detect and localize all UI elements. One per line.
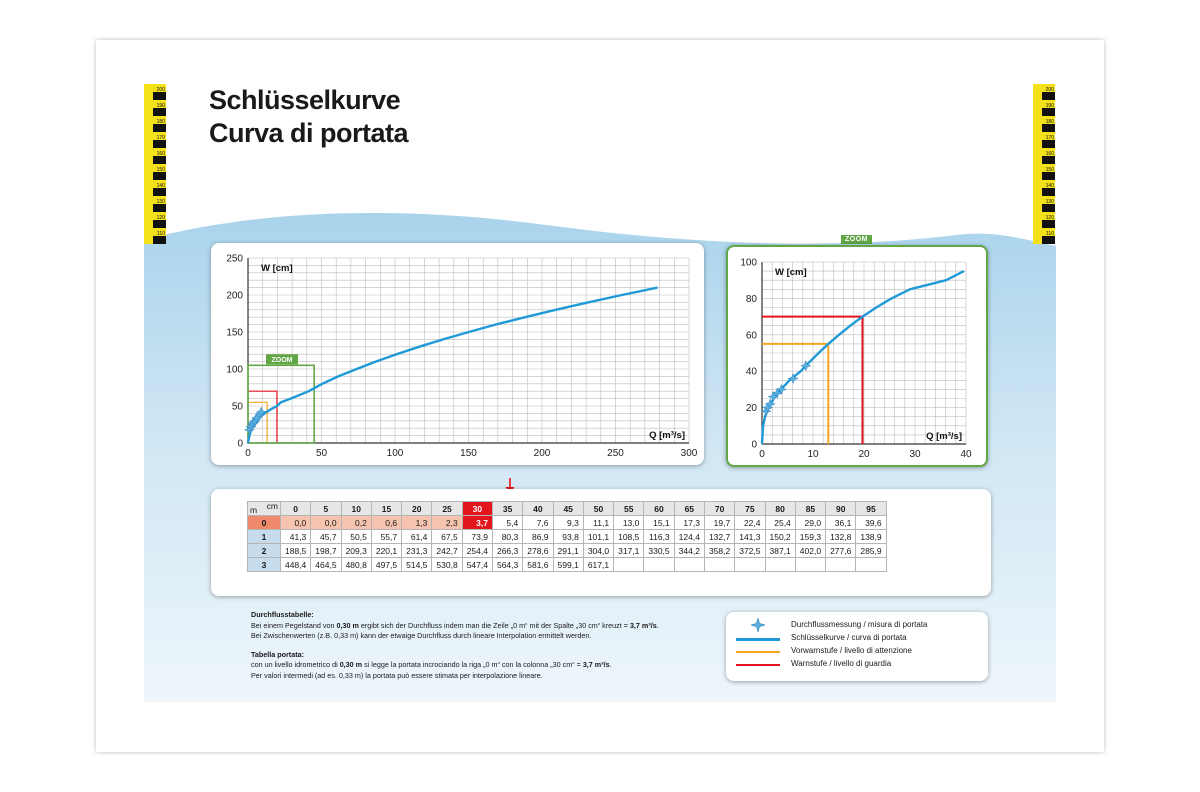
table-cell: 25,4 xyxy=(765,516,795,530)
note-de-heading: Durchflusstabelle: xyxy=(251,610,314,619)
column-header: 40 xyxy=(523,502,553,516)
table-cell: 93,8 xyxy=(553,530,583,544)
y-tick-label: 20 xyxy=(745,403,757,415)
gauge-label: 140 xyxy=(156,183,165,189)
corner-m-label: m xyxy=(250,505,258,515)
table-cell xyxy=(826,558,856,572)
table-cell: 581,6 xyxy=(523,558,553,572)
note-de-line2: Bei Zwischenwerten (z.B. 0,33 m) kann der etwaige Durchfluss durch lineare Interpolation ermittelt werden. xyxy=(251,631,592,640)
gauge-label: 150 xyxy=(156,167,165,173)
table-cell: 67,5 xyxy=(432,530,462,544)
table-cell: 132,8 xyxy=(826,530,856,544)
discharge-table-panel xyxy=(211,489,991,596)
x-axis-label: Q [m³/s] xyxy=(649,430,685,441)
legend-guard-line xyxy=(736,664,780,666)
table-header-row xyxy=(248,502,887,516)
gauge-scale xyxy=(1033,84,1055,244)
title-italian: Curva di portata xyxy=(209,118,409,148)
table-cell: 358,2 xyxy=(704,544,734,558)
column-header: 5 xyxy=(311,502,341,516)
table-cell: 138,9 xyxy=(856,530,886,544)
table-cell xyxy=(856,558,886,572)
table-row xyxy=(248,516,887,530)
table-cell: 13,0 xyxy=(614,516,644,530)
table-cell: 530,8 xyxy=(432,558,462,572)
table-cell xyxy=(674,558,704,572)
row-header: 1 xyxy=(248,530,281,544)
gauge-label: 180 xyxy=(1045,119,1054,125)
x-axis-label: Q [m³/s] xyxy=(926,431,962,442)
y-tick-label: 50 xyxy=(231,401,243,413)
gauge-label: 180 xyxy=(156,119,165,125)
table-cell: 141,3 xyxy=(735,530,765,544)
table-corner xyxy=(248,502,281,516)
table-cell: 497,5 xyxy=(371,558,401,572)
table-cell: 61,4 xyxy=(402,530,432,544)
column-header: 10 xyxy=(341,502,371,516)
table-cell: 86,9 xyxy=(523,530,553,544)
x-tick-label: 200 xyxy=(533,448,551,459)
table-cell: 599,1 xyxy=(553,558,583,572)
column-header: 90 xyxy=(826,502,856,516)
y-axis-label: W [cm] xyxy=(775,267,807,278)
discharge-table xyxy=(247,501,887,572)
table-cell: 7,6 xyxy=(523,516,553,530)
gauge-label: 160 xyxy=(1045,151,1054,157)
x-tick-label: 50 xyxy=(315,448,328,459)
gauge-band xyxy=(144,156,153,164)
table-row xyxy=(248,544,887,558)
y-tick-label: 150 xyxy=(226,327,243,339)
gauge-band xyxy=(1033,156,1042,164)
column-header: 50 xyxy=(583,502,613,516)
gauge-band xyxy=(144,140,153,148)
x-tick-label: 10 xyxy=(807,449,819,460)
table-cell xyxy=(765,558,795,572)
gauge-band xyxy=(144,172,153,180)
table-cell: 254,4 xyxy=(462,544,492,558)
y-axis-label: W [cm] xyxy=(261,263,293,274)
table-cell: 3,7 xyxy=(462,516,492,530)
gauge-band xyxy=(144,188,153,196)
gauge-band xyxy=(1033,220,1042,228)
table-cell: 278,6 xyxy=(523,544,553,558)
table-cell: 73,9 xyxy=(462,530,492,544)
x-tick-label: 150 xyxy=(460,448,477,459)
table-cell: 344,2 xyxy=(674,544,704,558)
y-tick-label: 100 xyxy=(226,364,243,376)
gauge-band xyxy=(1033,204,1042,212)
table-cell: 242,7 xyxy=(432,544,462,558)
zoom-region xyxy=(248,365,314,443)
zoom-chart xyxy=(728,247,986,465)
table-row xyxy=(248,530,887,544)
gauge-band xyxy=(1033,92,1042,100)
gauge-band xyxy=(1033,140,1042,148)
gauge-band xyxy=(144,236,153,244)
note-it-line2: Per valori intermedi (ad es. 0,33 m) la portata può essere stimata per interpolazione lineare. xyxy=(251,670,543,680)
note-it-line1: con un livello idrometrico di 0,30 m si legge la portata incrociando la riga „0 m“ con la colonna „30 cm“ = 3,7 m³/s. xyxy=(251,660,612,669)
measurement-star-icon xyxy=(751,618,765,632)
gauge-label: 120 xyxy=(1045,215,1054,221)
table-cell: 124,4 xyxy=(674,530,704,544)
table-cell: 387,1 xyxy=(765,544,795,558)
row-header: 3 xyxy=(248,558,281,572)
title-german: Schlüsselkurve xyxy=(209,85,401,115)
table-cell: 36,1 xyxy=(826,516,856,530)
y-tick-label: 200 xyxy=(226,290,243,302)
note-de-line1: Bei einem Pegelstand von 0,30 m ergibt sich der Durchfluss indem man die Zeile „0 m“ mit der Spalte „30 cm“ kreuzt = 3,7 m³/s. xyxy=(251,620,659,630)
column-header: 25 xyxy=(432,502,462,516)
x-tick-label: 100 xyxy=(386,448,404,459)
table-cell: 132,7 xyxy=(704,530,734,544)
notes xyxy=(251,610,721,681)
table-cell: 448,4 xyxy=(281,558,311,572)
gauge-label: 190 xyxy=(156,103,165,109)
table-cell: 9,3 xyxy=(553,516,583,530)
table-cell: 39,6 xyxy=(856,516,886,530)
gauge-staff-right xyxy=(1033,84,1055,244)
table-cell: 0,0 xyxy=(281,516,311,530)
x-tick-label: 40 xyxy=(960,449,972,460)
y-tick-label: 60 xyxy=(745,330,757,342)
gauge-band xyxy=(1033,124,1042,132)
table-cell: 547,4 xyxy=(462,558,492,572)
table-cell: 304,0 xyxy=(583,544,613,558)
table-cell: 220,1 xyxy=(371,544,401,558)
gauge-label: 150 xyxy=(1045,167,1054,173)
zoom-tag-small-chart: ZOOM xyxy=(841,235,872,244)
table-cell: 291,1 xyxy=(553,544,583,558)
gauge-band xyxy=(1033,108,1042,116)
table-cell: 617,1 xyxy=(583,558,613,572)
table-cell: 0,6 xyxy=(371,516,401,530)
gauge-band xyxy=(144,124,153,132)
x-tick-label: 300 xyxy=(680,448,698,459)
column-header: 65 xyxy=(674,502,704,516)
table-cell: 55,7 xyxy=(371,530,401,544)
table-cell: 2,3 xyxy=(432,516,462,530)
gauge-label: 140 xyxy=(1045,183,1054,189)
gauge-label: 130 xyxy=(156,199,165,205)
corner-cm-label: cm xyxy=(266,501,278,511)
table-cell: 5,4 xyxy=(492,516,522,530)
y-tick-label: 0 xyxy=(751,439,757,451)
column-header: 55 xyxy=(614,502,644,516)
column-header: 45 xyxy=(553,502,583,516)
table-cell: 285,9 xyxy=(856,544,886,558)
table-cell: 231,3 xyxy=(402,544,432,558)
table-cell: 22,4 xyxy=(735,516,765,530)
table-cell: 372,5 xyxy=(735,544,765,558)
table-cell: 15,1 xyxy=(644,516,674,530)
table-cell: 0,0 xyxy=(311,516,341,530)
column-header: 35 xyxy=(492,502,522,516)
y-tick-label: 0 xyxy=(237,438,243,450)
table-cell: 266,3 xyxy=(492,544,522,558)
main-chart-panel xyxy=(211,243,704,465)
zoom-tag-label: ZOOM xyxy=(271,356,293,364)
gauge-label: 110 xyxy=(157,231,165,237)
table-cell: 45,7 xyxy=(311,530,341,544)
table-cell xyxy=(644,558,674,572)
table-cell: 480,8 xyxy=(341,558,371,572)
column-header: 75 xyxy=(735,502,765,516)
table-cell: 41,3 xyxy=(281,530,311,544)
x-tick-label: 0 xyxy=(759,449,765,460)
column-header: 80 xyxy=(765,502,795,516)
table-cell: 11,1 xyxy=(583,516,613,530)
column-header: 20 xyxy=(402,502,432,516)
gauge-label: 110 xyxy=(1046,231,1054,237)
zoom-chart-panel xyxy=(726,245,988,467)
gauge-label: 170 xyxy=(1045,135,1054,141)
gauge-band xyxy=(144,220,153,228)
x-tick-label: 250 xyxy=(607,448,624,459)
column-header: 60 xyxy=(644,502,674,516)
y-tick-label: 40 xyxy=(745,366,757,378)
table-cell: 514,5 xyxy=(402,558,432,572)
table-cell: 188,5 xyxy=(281,544,311,558)
table-cell: 19,7 xyxy=(704,516,734,530)
gauge-label: 170 xyxy=(156,135,165,141)
column-header: 95 xyxy=(856,502,886,516)
gauge-band xyxy=(1033,172,1042,180)
x-tick-label: 0 xyxy=(245,448,251,459)
table-cell xyxy=(735,558,765,572)
gauge-band xyxy=(144,92,153,100)
table-cell: 116,3 xyxy=(644,530,674,544)
x-tick-label: 20 xyxy=(858,449,870,460)
gauge-label: 160 xyxy=(156,151,165,157)
table-cell: 159,3 xyxy=(795,530,825,544)
legend-attention-line xyxy=(736,651,780,653)
row-header: 0 xyxy=(248,516,281,530)
gauge-label: 200 xyxy=(156,87,165,93)
table-cell: 209,3 xyxy=(341,544,371,558)
column-header: 0 xyxy=(281,502,311,516)
table-cell: 17,3 xyxy=(674,516,704,530)
column-header: 15 xyxy=(371,502,401,516)
legend: Durchflussmessung / misura di portata Schlüsselkurve / curva di portata Vorwarnstufe / livello di attenzione Warnstufe / livello di guardia xyxy=(726,612,988,681)
main-chart xyxy=(211,243,704,465)
table-cell: 464,5 xyxy=(311,558,341,572)
table-cell: 108,5 xyxy=(614,530,644,544)
table-cell xyxy=(614,558,644,572)
table-cell: 150,2 xyxy=(765,530,795,544)
page-title xyxy=(209,84,408,150)
table-cell: 29,0 xyxy=(795,516,825,530)
table-cell xyxy=(795,558,825,572)
gauge-label: 120 xyxy=(156,215,165,221)
table-cell xyxy=(704,558,734,572)
table-cell: 80,3 xyxy=(492,530,522,544)
gauge-band xyxy=(1033,236,1042,244)
table-cell: 317,1 xyxy=(614,544,644,558)
row-header: 2 xyxy=(248,544,281,558)
column-header: 30 xyxy=(462,502,492,516)
gauge-band xyxy=(144,204,153,212)
table-cell: 50,5 xyxy=(341,530,371,544)
gauge-scale xyxy=(144,84,166,244)
table-cell: 330,5 xyxy=(644,544,674,558)
poster-sheet xyxy=(96,40,1104,752)
table-cell: 1,3 xyxy=(402,516,432,530)
legend-curve-line xyxy=(736,638,780,641)
table-cell: 198,7 xyxy=(311,544,341,558)
note-it-heading: Tabella portata: xyxy=(251,649,304,659)
y-tick-label: 80 xyxy=(745,293,757,305)
gauge-label: 200 xyxy=(1045,87,1054,93)
table-cell: 402,0 xyxy=(795,544,825,558)
gauge-label: 190 xyxy=(1045,103,1054,109)
column-header: 70 xyxy=(704,502,734,516)
gauge-band xyxy=(1033,188,1042,196)
gauge-band xyxy=(144,108,153,116)
y-tick-label: 250 xyxy=(226,253,243,265)
table-cell: 277,6 xyxy=(826,544,856,558)
gauge-label: 130 xyxy=(1045,199,1054,205)
table-cell: 564,3 xyxy=(492,558,522,572)
column-header: 85 xyxy=(795,502,825,516)
table-cell: 0,2 xyxy=(341,516,371,530)
table-row xyxy=(248,558,887,572)
x-tick-label: 30 xyxy=(909,449,921,460)
y-tick-label: 100 xyxy=(740,257,757,269)
table-cell: 101,1 xyxy=(583,530,613,544)
gauge-staff-left xyxy=(144,84,166,244)
